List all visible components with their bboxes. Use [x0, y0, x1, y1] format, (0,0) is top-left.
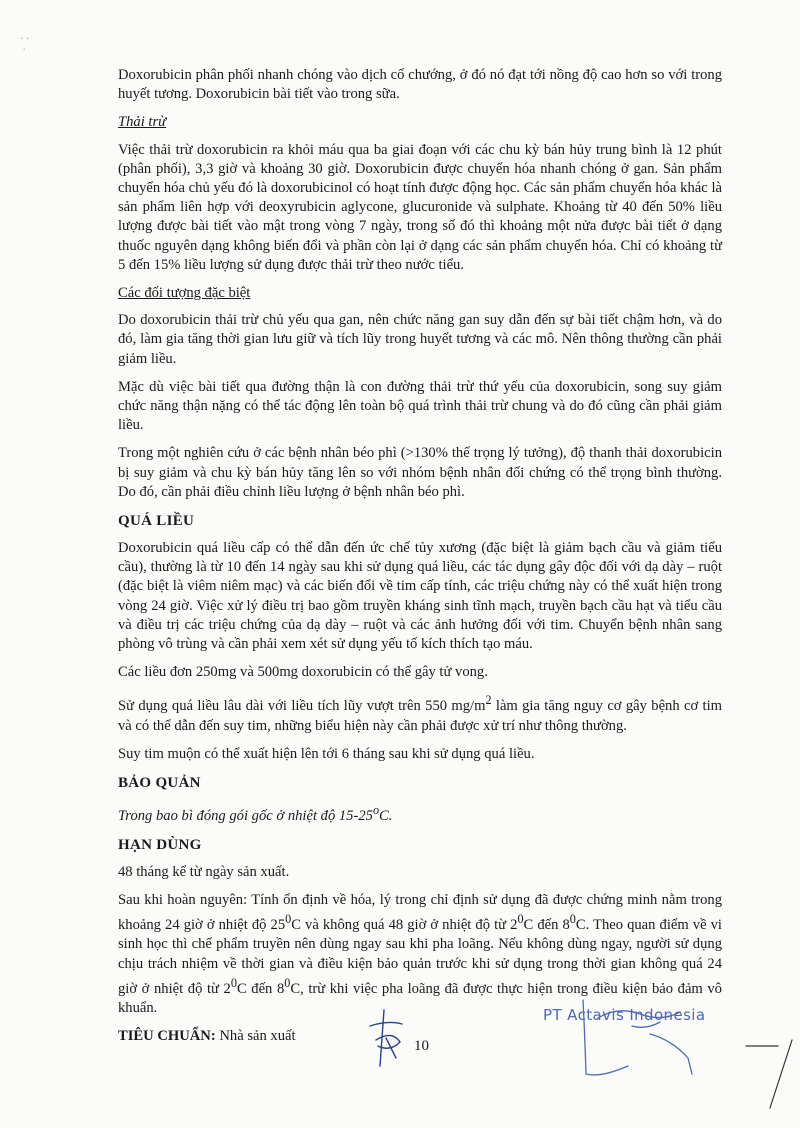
intro-paragraph: Doxorubicin phân phối nhanh chóng vào dịch cổ chướng, ở đó nó đạt tới nồng độ cao hơn so với trong huyết tương. Doxorubicin bài tiết vào trong sữa. — [118, 67, 722, 103]
elimination-title: Thải trừ — [118, 114, 167, 131]
overdose-paragraph-1: Doxorubicin quá liều cấp có thể dẫn đến ức chế tủy xương (đặc biệt là giảm bạch cầu và giảm tiểu cầu), thường là từ 10 đến 14 ngày sau khi sử dụng quá liều, các tác dụng gây độc đối với dạ dày – ruột (đặc biệt là viêm niêm mạc) và các biến đổi về tim cấp tính, các triệu chứng này có thể xuất hiện trong vòng 24 giờ. Việc xử lý điều trị bao gồm truyền kháng sinh tĩnh mạch, truyền bạch cầu hạt và tiểu cầu và điều trị các triệu chứng của dạ dày – ruột và các ảnh hưởng đối với tim. Chuyển bệnh nhân sang phòng vô trùng và cần phải xem xét sử dụng yếu tố kích thích tạo máu. — [118, 540, 722, 653]
shelf-text-f: C, trừ khi việc pha loãng đã được thực hiện trong điều kiện bảo đảm vô khuẩn. — [118, 980, 722, 1016]
storage-text-b: C. — [379, 807, 393, 824]
company-signature — [583, 1000, 692, 1075]
storage-degree-sup: o — [372, 802, 380, 817]
company-stamp-text: PT Actavis Indonesia — [543, 1006, 706, 1024]
overdose-heading: QUÁ LIỀU — [118, 513, 195, 530]
degree-sup-3: 0 — [569, 912, 576, 927]
scan-speckles: · · · — [20, 34, 30, 56]
shelf-text-c: C đến 8 — [523, 917, 570, 934]
page-number: 10 — [414, 1038, 429, 1054]
shelf-text-a: Sau khi hoàn nguyên: Tính ổn định về hóa, lý trong chỉ định sử dụng đã được chứng minh nằm trong khoảng 24 giờ ở nhiệt độ 25 — [118, 892, 722, 934]
overdose-p3-superscript: 2 — [485, 693, 492, 708]
shelf-life-heading: HẠN DÙNG — [118, 837, 202, 854]
storage-heading: BẢO QUẢN — [118, 774, 201, 791]
shelf-text-e: C đến 8 — [236, 980, 285, 997]
storage-text-a: Trong bao bì đóng gói gốc ở nhiệt độ 15-25 — [118, 807, 373, 824]
degree-sup-5: 0 — [284, 975, 291, 990]
shelf-text-b: C và không quá 48 giờ ở nhiệt độ từ 2 — [291, 917, 518, 934]
standard-value: Nhà sản xuất — [215, 1028, 296, 1045]
overdose-paragraph-2: Các liều đơn 250mg và 500mg doxorubicin có thể gây tử vong. — [118, 664, 488, 681]
special-paragraph-1: Do doxorubicin thải trừ chủ yếu qua gan, nên chức năng gan suy dẫn đến sự bài tiết chậm hơn, và do đó, làm gia tăng thời gian lưu giữ và tích lũy trong huyết tương và các mô. Nên thông thường cần phải giảm liều. — [118, 312, 722, 367]
shelf-text-d: C. Theo quan điểm về vi sinh học thì chế phẩm truyền nên dùng ngay sau khi pha loãng. Nếu không dùng ngay, người sử dụng chịu trách nhiệm về thời gian và điều kiện bảo quản trước khi sử dụng trong thời gian không quá 24 giờ ở nhiệt độ từ 2 — [118, 917, 722, 997]
shelf-life-paragraph-1: 48 tháng kể từ ngày sản xuất. — [118, 864, 290, 881]
standard-label: TIÊU CHUẨN: — [118, 1028, 216, 1045]
overdose-p3-text-b: làm gia tăng nguy cơ gây bệnh cơ tim và có thể dẫn đến suy tim, những biểu hiện này cần phải được xử trí như thông thường. — [118, 698, 723, 734]
special-paragraph-3: Trong một nghiên cứu ở các bệnh nhân béo phì (>130% thể trọng lý tưởng), độ thanh thải doxorubicin bị suy giảm và chu kỳ bán hủy tăng lên so với nhóm bệnh nhân đối chứng có thể trọng bình thường. Do đó, cần phải điều chỉnh liều lượng ở bệnh nhân béo phì. — [118, 445, 722, 500]
degree-sup-4: 0 — [230, 975, 237, 990]
overdose-p3-text-a: Sử dụng quá liều lâu dài với liều tích lũy vượt trên 550 mg/m — [118, 698, 486, 715]
special-paragraph-2: Mặc dù việc bài tiết qua đường thận là con đường thải trừ thứ yếu của doxorubicin, song suy giảm chức năng thận nặng có thể tác động lên toàn bộ quá trình thải trừ chung và do đó cũng cần phải giảm liều. — [118, 378, 722, 434]
elimination-paragraph: Việc thải trừ doxorubicin ra khỏi máu qua ba giai đoạn với các chu kỳ bán hủy trung bình là 12 phút (phân phối), 3,3 giờ và khoảng 30 giờ. Doxorubicin được chuyển hóa nhanh chóng ở gan. Sản phẩm chuyển hóa chủ yếu đó là doxorubicinol có hoạt tính được động học. Các sản phẩm chuyển hóa khác là sản phẩm liên hợp với deoxyrubicin aglycone, glucuronide và sulphate. Khoảng từ 40 đến 50% liều lượng được bài tiết vào mật trong vòng 7 ngày, trong số đó thì khoảng một nửa được bài tiết ở dạng thuốc nguyên dạng không biến đổi và phần còn lại ở dạng các sản phẩm chuyển hóa. Chỉ có khoảng từ 5 đến 15% liều lượng sử dụng được thải trừ theo nước tiểu. — [118, 141, 722, 273]
overdose-paragraph-4: Suy tim muộn có thể xuất hiện lên tới 6 tháng sau khi sử dụng quá liều. — [118, 745, 535, 762]
initials-signature — [370, 1010, 402, 1066]
degree-sup-2: 0 — [517, 912, 524, 927]
margin-marks — [746, 1040, 792, 1108]
degree-sup-1: 0 — [285, 912, 292, 927]
special-populations-title: Các đối tượng đặc biệt — [118, 285, 251, 302]
